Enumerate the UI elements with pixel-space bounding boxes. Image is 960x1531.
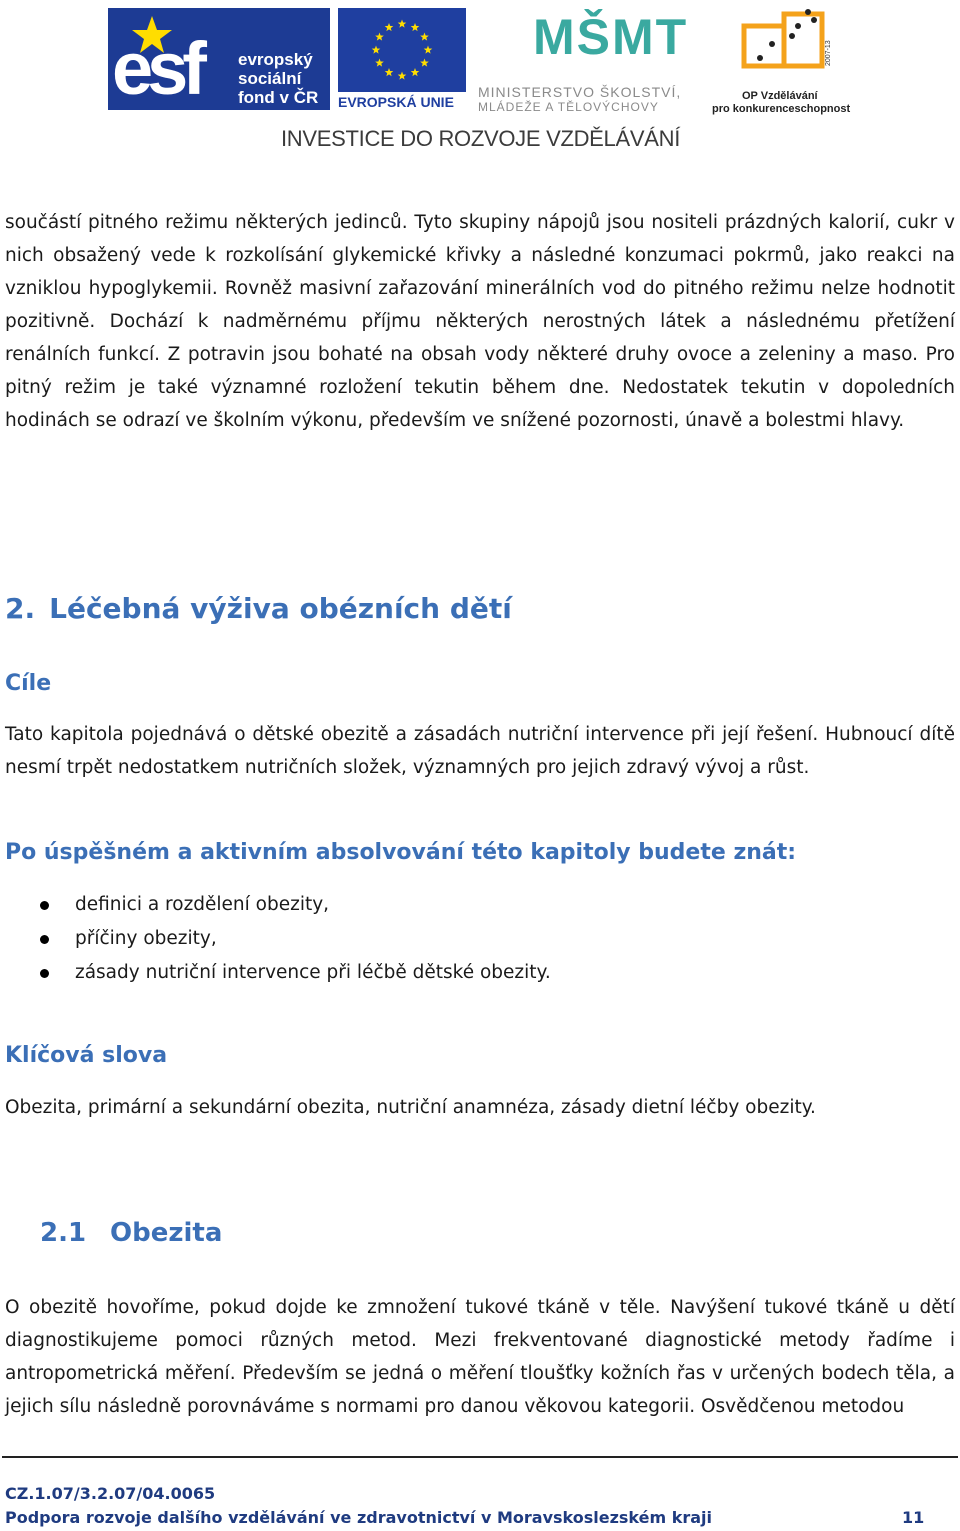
op-logo-icon xyxy=(712,8,854,88)
eu-star-icon xyxy=(424,46,433,54)
section-title: Obezita xyxy=(110,1218,223,1248)
section-body xyxy=(5,1291,955,1423)
keywords-heading: Klíčová slova xyxy=(5,1043,168,1068)
keywords-section xyxy=(5,1091,955,1124)
eu-star-icon xyxy=(398,72,407,80)
list-item: definici a rozdělení obezity, xyxy=(40,888,551,922)
eu-star-icon xyxy=(411,68,420,76)
section-heading xyxy=(40,1218,222,1248)
chapter-title: Léčebná výživa obézních dětí xyxy=(49,592,512,625)
eu-star-icon xyxy=(420,33,429,41)
footer-divider xyxy=(2,1456,958,1458)
goals-section xyxy=(5,718,955,784)
msmt-line-1: MINISTERSTVO ŠKOLSTVÍ, xyxy=(478,84,682,100)
esf-line-1: evropský xyxy=(238,50,313,69)
goals-heading: Cíle xyxy=(5,671,52,696)
op-line-1: OP Vzdělávání xyxy=(742,90,818,102)
intro-section xyxy=(5,206,955,437)
eu-star-icon xyxy=(420,59,429,67)
eu-star-icon xyxy=(372,46,381,54)
eu-star-icon xyxy=(398,20,407,28)
keywords-paragraph: Obezita, primární a sekundární obezita, nutriční anamnéza, zásady dietní léčby obezity. xyxy=(5,1097,816,1118)
chapter-number: 2. xyxy=(5,592,36,625)
eu-star-icon xyxy=(375,59,384,67)
esf-logo xyxy=(108,8,330,110)
footer-project-code: CZ.1.07/3.2.07/04.0065 xyxy=(5,1484,216,1503)
op-line-2: pro konkurenceschopnost xyxy=(712,103,851,115)
eu-label: EVROPSKÁ UNIE xyxy=(338,94,454,110)
bullet-icon xyxy=(40,969,49,978)
esf-line-2: sociální xyxy=(238,69,302,88)
investice-banner: INVESTICE DO ROZVOJE VZDĚLÁVÁNÍ xyxy=(281,126,681,151)
learn-list xyxy=(40,888,551,990)
footer-project-name: Podpora rozvoje dalšího vzdělávání ve zdravotnictví v Moravskoslezském kraji xyxy=(5,1508,713,1527)
msmt-logo xyxy=(478,8,708,114)
bullet-icon xyxy=(40,901,49,910)
section-paragraph: O obezitě hovoříme, pokud dojde ke zmnožení tukové tkáně v těle. Navýšení tukové tkáně u dětí diagnostikujeme pomoci různých metod. Mezi frekventované diagnostické metody řadíme i antropometrická měření. Především se jedná o měření tloušťky kožních řas v určených bodech těla, a jejich sílu následně porovnáváme s normami pro danou věkovou kategorii. Osvědčenou metodou xyxy=(5,1297,955,1417)
learn-heading: Po úspěšném a aktivním absolvování této kapitoly budete znát: xyxy=(5,840,797,865)
op-logo xyxy=(712,8,854,115)
esf-line-3: fond v ČR xyxy=(238,88,319,107)
eu-star-icon xyxy=(375,33,384,41)
bullet-icon xyxy=(40,935,49,944)
eu-flag xyxy=(338,8,466,92)
eu-logo xyxy=(338,8,466,110)
eu-star-icon xyxy=(385,23,394,31)
esf-letters: esf xyxy=(112,27,201,110)
page-number: 11 xyxy=(902,1508,925,1527)
header-logos xyxy=(0,0,960,160)
msmt-line-2: MLÁDEŽE A TĚLOVÝCHOVY xyxy=(478,100,659,114)
chapter-heading xyxy=(5,592,512,625)
eu-star-icon xyxy=(411,23,420,31)
eu-stars-icon xyxy=(338,8,466,92)
msmt-logo-mark: MŠMT xyxy=(533,9,689,65)
list-item: příčiny obezity, xyxy=(40,922,551,956)
intro-paragraph: součástí pitného režimu některých jedinců. Tyto skupiny nápojů jsou nositeli prázdných kalorií, cukr v nich obsažený vede k rozkolísání glykemické křivky a následné konzumaci pokrmů, jako reakci na vzniklou hypoglykemii. Rovněž masivní zařazování minerálních vod do pitného režimu nelze hodnotit pozitivně. Dochází k nadměrnému příjmu některých nerostných látek a následnému přetížení renálních funkcí. Z potravin jsou bohaté na obsah vody některé druhy ovoce a zeleniny a maso. Pro pitný režim je také významné rozložení tekutin během dne. Nedostatek tekutin v dopoledních hodinách se odrazí ve školním výkonu, především ve snížené pozornosti, únavě a bolestmi hlavy. xyxy=(5,212,955,431)
section-number: 2.1 xyxy=(40,1218,87,1248)
op-badge: 2007-13 xyxy=(825,40,832,66)
eu-star-icon xyxy=(385,68,394,76)
list-item: zásady nutriční intervence při léčbě dětské obezity. xyxy=(40,956,551,990)
goals-paragraph: Tato kapitola pojednává o dětské obezitě a zásadách nutriční intervence při její řešení. Hubnoucí dítě nesmí trpět nedostatkem nutričních složek, významných pro jejich zdravý vývoj a růst. xyxy=(5,724,955,778)
